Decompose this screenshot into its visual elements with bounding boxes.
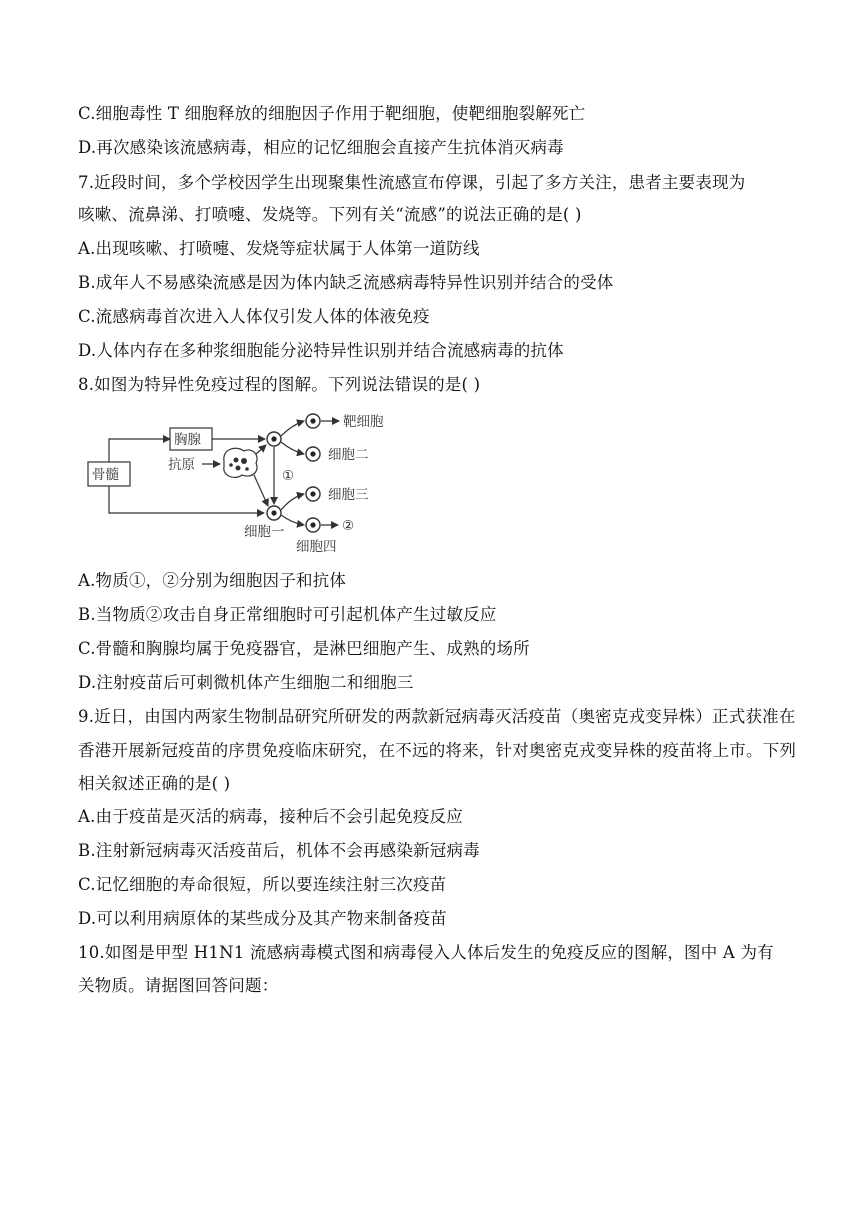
line-6: B.成年人不易感染流感是因为体内缺乏流感病毒特异性识别并结合的受体: [78, 273, 614, 292]
cell-3-nucleus: [310, 491, 315, 496]
arrow-bm-thymus: [109, 439, 170, 462]
target-cell-label: 靶细胞: [343, 414, 384, 430]
immune-process-diagram: [84, 405, 404, 555]
line-11: B.当物质②攻击自身正常细胞时可引起机体产生过敏反应: [78, 605, 497, 624]
line-16: 相关叙述正确的是( ): [78, 774, 231, 793]
line-9: 8.如图为特异性免疫过程的图解。下列说法错误的是( ): [78, 375, 481, 394]
cell-4-label: 细胞四: [296, 539, 337, 555]
line-8: D.人体内存在多种浆细胞能分泌特异性识别并结合流感病毒的抗体: [78, 341, 564, 360]
line-2: D.再次感染该流感病毒，相应的记忆细胞会直接产生抗体消灭病毒: [78, 138, 564, 157]
arrow-apc-tcell: [256, 445, 266, 454]
antigen-label: 抗原: [168, 457, 195, 473]
arrow-tcell-killer: [281, 421, 304, 436]
apc-dot-5: [245, 467, 249, 471]
arrow-bm-cell1: [109, 486, 264, 513]
apc-dot-3: [236, 466, 241, 471]
bone-marrow-label: 骨髓: [92, 467, 119, 483]
cell-2-nucleus: [310, 451, 315, 456]
substance-2-label: ②: [342, 518, 355, 534]
line-21: 10.如图是甲型 H1N1 流感病毒模式图和病毒侵入人体后发生的免疫反应的图解，图中 A 为有: [78, 943, 774, 962]
arrow-tcell-cell2: [281, 442, 304, 454]
killer-cell-nucleus: [310, 418, 315, 423]
line-17: A.由于疫苗是灭活的病毒，接种后不会引起免疫反应: [78, 807, 463, 826]
line-18: B.注射新冠病毒灭活疫苗后，机体不会再感染新冠病毒: [78, 841, 480, 860]
apc-dot-4: [229, 463, 233, 467]
t-cell-nucleus: [271, 436, 276, 441]
cell-2-label: 细胞二: [328, 447, 369, 463]
line-13: D.注射疫苗后可刺微机体产生细胞二和细胞三: [78, 673, 414, 692]
line-5: A.出现咳嗽、打喷嚏、发烧等症状属于人体第一道防线: [78, 239, 480, 258]
line-14: 9.近日，由国内两家生物制品研究所研发的两款新冠病毒灭活疫苗（奥密克戎变异株）正式获准在: [78, 707, 796, 726]
substance-1-label: ①: [282, 468, 295, 484]
arrow-cell1-cell3: [281, 494, 304, 510]
cell-1-label: 细胞一: [244, 524, 285, 540]
apc-dot-1: [234, 458, 239, 463]
cell-1-nucleus: [271, 510, 276, 515]
thymus-label: 胸腺: [174, 432, 201, 448]
arrow-apc-cell1: [254, 475, 268, 506]
cell-3-label: 细胞三: [328, 487, 369, 503]
line-3: 7.近段时间，多个学校因学生出现聚集性流感宣布停课，引起了多方关注，患者主要表现为: [78, 173, 746, 192]
antigen-presenting-cell: [224, 448, 257, 477]
line-7: C.流感病毒首次进入人体仅引发人体的体液免疫: [78, 307, 430, 326]
line-1: C.细胞毒性 T 细胞释放的细胞因子作用于靶细胞，使靶细胞裂解死亡: [78, 104, 586, 123]
line-15: 香港开展新冠疫苗的序贯免疫临床研究，在不远的将来，针对奥密克戎变异株的疫苗将上市。下列: [78, 741, 797, 760]
cell-4-nucleus: [310, 522, 315, 527]
line-10: A.物质①，②分别为细胞因子和抗体: [78, 571, 347, 590]
line-4: 咳嗽、流鼻涕、打喷嚏、发烧等。下列有关“流感”的说法正确的是( ): [78, 205, 582, 224]
line-19: C.记忆细胞的寿命很短，所以要连续注射三次疫苗: [78, 875, 447, 894]
line-12: C.骨髓和胸腺均属于免疫器官，是淋巴细胞产生、成熟的场所: [78, 639, 530, 658]
line-22: 关物质。请据图回答问题：: [78, 976, 279, 995]
apc-dot-2: [241, 458, 247, 464]
line-20: D.可以利用病原体的某些成分及其产物来制备疫苗: [78, 909, 447, 928]
